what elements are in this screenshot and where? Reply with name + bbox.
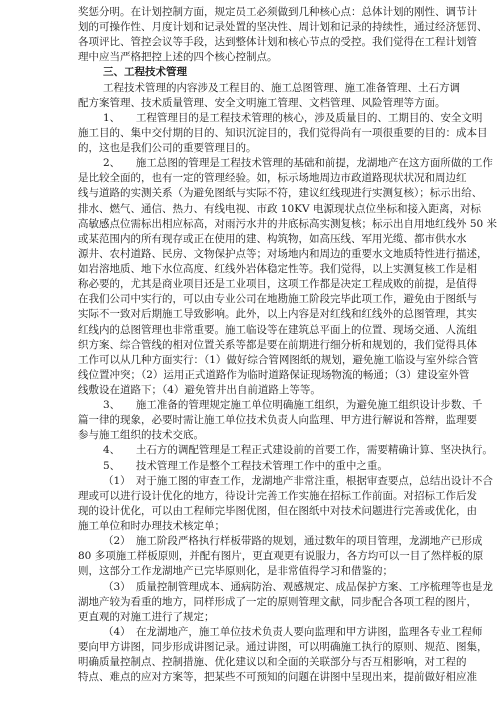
text-line: 4、 土石方的调配管理是工程正式建设前的首要工作，需要精确计算、坚决执行。 xyxy=(103,444,493,457)
text-line: 施工目的、集中交付期的目的、知识沉淀目的，我们觉得尚有一项很重要的目的：成本目 xyxy=(78,126,488,139)
text-line: 80 多项施工样板原则，并配有图片，更直观更有说服力，各方均可以一目了然样板的原 xyxy=(78,550,484,563)
text-line: 施工单位和时办理技术核定单； xyxy=(78,520,225,533)
text-line: 实际不一致对后期施工导致影响。此外，以上内容是对红线和红线外的总图管理，其实 xyxy=(78,308,477,321)
text-line: （4） 在龙湖地产，施工单位技术负责人要向监理和甲方讲图，监理各专业工程师 xyxy=(103,625,483,638)
text-line: 篇一律的现象，必要时需让施工单位技术负责人向监理、甲方进行解说和答辩，监理要 xyxy=(78,414,477,427)
text-line: 红线内的总图管理也非常重要。施工临设等在建筑总平面上的位置、现场交通、人流组 xyxy=(78,323,477,336)
text-line: （2） 施工阶段严格执行样板带路的规划，通过数年的项目管理，龙湖地产已形成 xyxy=(103,535,483,548)
text-line: 织方案、综合管线的相对位置关系等都是要在前期进行细分析和规划的，我们觉得具体 xyxy=(78,338,477,351)
text-line: 各项评比、管控会议等手段，达到整体计划和核心节点的受控。我们觉得在工程计划管 xyxy=(78,36,477,49)
text-line: 如岩溶地质、地下水位高度、红线外岩体稳定性等。我们觉得，以上实测复核工作是相 xyxy=(78,263,477,276)
text-line: （3） 质量控制管理成本、通病防治、观感规定、成品保护方案、工序梳理等也是龙 xyxy=(103,580,493,593)
text-line: 2、 施工总图的管理是工程技术管理的基础和前提，龙湖地产在这方面所做的工作 xyxy=(103,157,493,170)
text-line: 工程技术管理的内容涉及工程目的、施工总图管理、施工准备管理、土石方调 xyxy=(103,81,460,94)
text-line: 参与施工组织的技术交底。 xyxy=(78,429,204,442)
text-line: 三、工程技术管理 xyxy=(103,66,187,79)
text-line: 线与道路的实测关系（为避免图纸与实际不符，建议红线现进行实测复核）；标示出给、 xyxy=(78,187,483,200)
text-line: 配方案管理、技术质量管理、安全文明施工管理、文档管理、风险管理等方面。 xyxy=(78,96,446,109)
text-line: 是比较全面的，也有一定的管理经验。如，标示场地周边市政道路现状状况和周边红 xyxy=(78,172,467,185)
text-line: 线敷设在道路下；（4）避免管井出自前道路上等等。 xyxy=(78,384,321,396)
text-line: 要向甲方讲图，同步形成讲图记录。通过讲图，可以明确施工执行的原则、规范、图集， xyxy=(78,641,488,654)
text-line: 在我们公司中实行的，可以由专业公司在地勘施工阶段完毕此项工作，避免由于图纸与 xyxy=(78,293,477,306)
text-line: 排水、燃气、通信、热力、有线电视、市政 10KV 电源现状点位坐标和接入距离，对标 xyxy=(78,202,481,215)
text-line: 1、 工程管理目的是工程技术管理的核心，涉及质量目的、工期目的、安全文明 xyxy=(103,111,483,124)
text-line: 湖地产较为看重的地方，同样形成了一定的原则管理文献，同步配合各项工程的图片， xyxy=(78,595,477,608)
text-line: 明确质量控制点、控制措施、优化建议以和全面的关联部分与否互相影响，对工程的 xyxy=(78,656,467,669)
text-line: 划的可操作性、月度计划和记录处置的坚决性、周计划和记录的持续性，通过经济惩罚、 xyxy=(78,21,488,34)
text-line: 高敏感点位需标出相应标高，对雨污水井的井底标高实测复核；标示出自用地红线外 50 米 xyxy=(78,217,498,230)
text-line: 3、 施工准备的管理规定施工单位明确施工组织，为避免施工组织设计步数、千 xyxy=(103,399,483,412)
text-line: 现的设计优化，可以由工程师完毕图优图，但在图纸中对技术问题进行完善或优化，由 xyxy=(78,504,477,517)
text-line: 特点、难点的应对方案等，把某些不可预知的问题在讲图中呈现出来，提前做好相应准 xyxy=(78,671,477,684)
text-line: 工作可以从几种方面实行：（1）做好综合管网图纸的规划，避免施工临设与室外综合管 xyxy=(78,353,479,366)
text-line: 则，这部分工作龙湖地产已完毕原则化，是非常值得学习和借鉴的； xyxy=(78,565,393,578)
text-line: 奖惩分明。在计划控制方面，规定员工必须做到几种核心点：总体计划的刚性、调节计 xyxy=(78,6,477,18)
text-line: 更直观的对施工进行了规定； xyxy=(78,610,215,623)
text-line: 5、 技术管理工作是整个工程技术管理工作中的重中之重。 xyxy=(103,459,388,472)
text-line: 或某范围内的所有现存或正在使用的建、构筑物，如高压线、军用光缆、都市供水水 xyxy=(78,232,467,245)
text-line: （1） 对于施工图的审查工作，龙湖地产非常注重，根据审查要点，总结出设计不合 xyxy=(103,474,493,487)
text-line: 理中应当严格把控上述的四个核心控制点。 xyxy=(78,51,278,64)
text-line: 源井、农村道路、民房、文物保护点等；对场地内和周边的重要水文地质特性进行描述， xyxy=(78,247,488,260)
text-line: 理或可以进行设计优化的地方，待设计完善工作实施在招标工作前面。对招标工作后发 xyxy=(78,489,477,502)
text-line: 称必要的，尤其是商业项目还是工业项目，这项工作都是决定工程成败的前提，是值得 xyxy=(78,278,477,291)
text-line: 线位置冲突；（2）运用正式道路作为临时道路保证现场物流的畅通；（3）建设室外管 xyxy=(78,368,470,381)
text-line: 的，这也是我们公司的重要管理目的。 xyxy=(78,142,257,155)
